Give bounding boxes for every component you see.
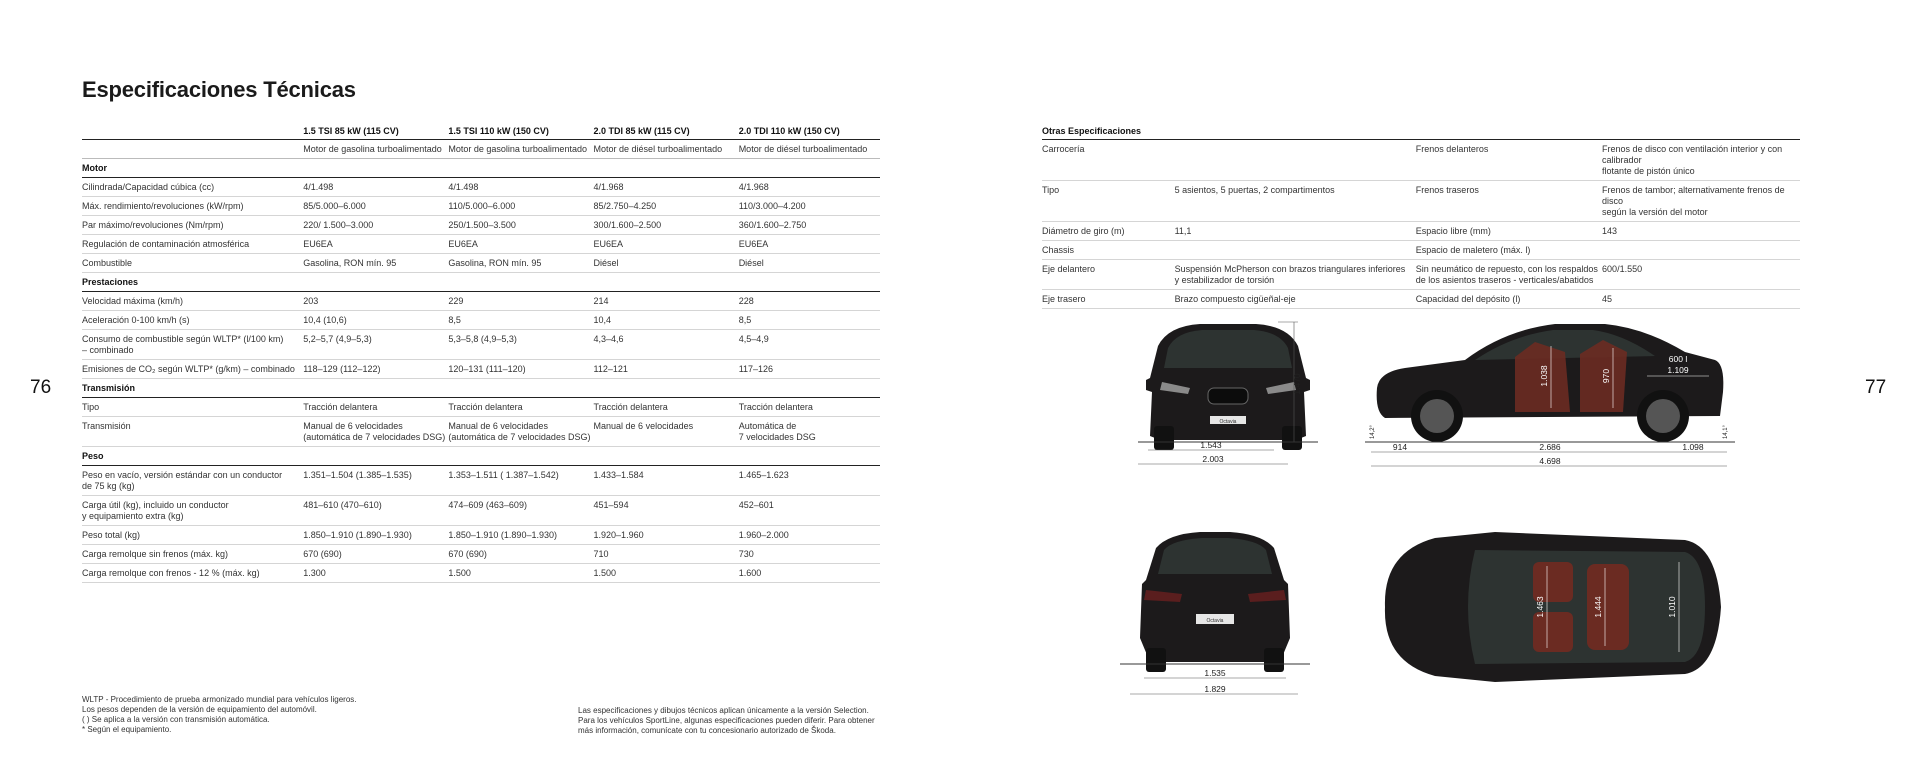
spec-label: Frenos delanteros: [1416, 140, 1602, 181]
car-side-illustration: [1377, 324, 1724, 442]
badge-front: Octavia: [1219, 419, 1237, 425]
row-value: 117–126: [739, 360, 880, 379]
spec-value: Frenos de tambor; alternativamente frenos de disco según la versión del motor: [1602, 181, 1800, 222]
row-value: 730: [739, 545, 880, 564]
row-value: 10,4 (10,6): [303, 311, 448, 330]
section-prestaciones: [82, 273, 880, 292]
row-label: Cilindrada/Capacidad cúbica (cc): [82, 178, 303, 197]
row-value: Gasolina, RON mín. 95: [448, 254, 593, 273]
spec-label: Capacidad del depósito (l): [1416, 290, 1602, 309]
spec-label: Sin neumático de repuesto, con los respaldos de los asientos traseros - verticales/abatidos: [1416, 260, 1602, 290]
page-number-right: 77: [1865, 377, 1887, 398]
spec-value: Suspensión McPherson con brazos triangulares inferiores y estabilizador de torsión: [1175, 260, 1416, 290]
row-value: Diésel: [594, 254, 739, 273]
footnote-wltp: WLTP - Procedimiento de prueba armonizado mundial para vehículos ligeros. Los pesos dependen de la versión de equipamiento del automóvil. ( ) Se aplica a la versión con transmisión automática. * Según el equipamiento.: [82, 695, 357, 734]
row-value: 1.465–1.623: [739, 466, 880, 496]
engine-type: Motor de gasolina turboalimentado: [448, 140, 593, 159]
table-row: [82, 178, 880, 197]
row-label: Transmisión: [82, 417, 303, 447]
row-value: 228: [739, 292, 880, 311]
row-value: Automática de 7 velocidades DSG: [739, 417, 880, 447]
table-row: [82, 466, 880, 496]
row-label: Emisiones de CO₂ según WLTP* (g/km) – combinado: [82, 360, 303, 379]
spec-label: Eje trasero: [1042, 290, 1175, 309]
row-value: EU6EA: [303, 235, 448, 254]
spec-value: [1175, 241, 1416, 260]
dim-top-front-width: 1.463: [1535, 596, 1545, 618]
section-heading: Prestaciones: [82, 273, 880, 292]
row-value: 85/2.750–4.250: [594, 197, 739, 216]
row-value: 5,3–5,8 (4,9–5,3): [448, 330, 593, 360]
table-row: [1042, 260, 1800, 290]
table-row: [82, 254, 880, 273]
spec-value: Brazo compuesto cigüeñal-eje: [1175, 290, 1416, 309]
spec-label: Espacio libre (mm): [1416, 222, 1602, 241]
engine-type: Motor de diésel turboalimentado: [739, 140, 880, 159]
table-row: [82, 360, 880, 379]
dim-top-rear-width: 1.444: [1593, 596, 1603, 618]
spec-value: 143: [1602, 222, 1800, 241]
spec-value: 11,1: [1175, 222, 1416, 241]
row-value: 4/1.498: [303, 178, 448, 197]
row-label: Aceleración 0-100 km/h (s): [82, 311, 303, 330]
row-value: EU6EA: [448, 235, 593, 254]
table-row: [82, 311, 880, 330]
row-value: 10,4: [594, 311, 739, 330]
table-row: [82, 564, 880, 583]
row-value: Diésel: [739, 254, 880, 273]
other-specs-title: Otras Especificaciones: [1042, 123, 1800, 140]
row-label: Regulación de contaminación atmosférica: [82, 235, 303, 254]
table-row: [82, 330, 880, 360]
row-value: Gasolina, RON mín. 95: [303, 254, 448, 273]
engine-name: 2.0 TDI 110 kW (150 CV): [739, 123, 880, 140]
section-heading: Motor: [82, 159, 880, 178]
row-value: EU6EA: [739, 235, 880, 254]
spec-value: 600/1.550: [1602, 260, 1800, 290]
spec-value: Frenos de disco con ventilación interior y con calibrador flotante de pistón único: [1602, 140, 1800, 181]
rear-view-diagram: [1120, 528, 1310, 703]
spec-value: [1175, 140, 1416, 181]
row-value: 112–121: [594, 360, 739, 379]
engine-name: 1.5 TSI 85 kW (115 CV): [303, 123, 448, 140]
dim-trunk-length: 1.109: [1667, 365, 1689, 375]
dim-wheelbase: 2.686: [1539, 442, 1561, 452]
dim-front-track: 1.543: [1200, 440, 1222, 450]
table-row: [82, 496, 880, 526]
row-value: 4/1.968: [594, 178, 739, 197]
spec-label: Diámetro de giro (m): [1042, 222, 1175, 241]
page-number-left: 76: [30, 377, 52, 398]
spec-label: Espacio de maletero (máx. l): [1416, 241, 1602, 260]
row-value: 670 (690): [448, 545, 593, 564]
row-value: 451–594: [594, 496, 739, 526]
spec-label: Carrocería: [1042, 140, 1175, 181]
row-value: 710: [594, 545, 739, 564]
table-row: [1042, 290, 1800, 309]
dim-top-trunk: 1.010: [1667, 596, 1677, 618]
engine-type: Motor de diésel turboalimentado: [594, 140, 739, 159]
row-value: 110/5.000–6.000: [448, 197, 593, 216]
dim-seat-rear: 970: [1601, 368, 1611, 384]
table-row: [82, 235, 880, 254]
row-value: 481–610 (470–610): [303, 496, 448, 526]
row-label: Carga útil (kg), incluido un conductor y equipamiento extra (kg): [82, 496, 303, 526]
table-row: [1042, 241, 1800, 260]
dim-rear-track: 1.535: [1204, 668, 1226, 678]
row-value: Manual de 6 velocidades (automática de 7 velocidades DSG): [303, 417, 448, 447]
dim-seat-front: 1.038: [1539, 365, 1549, 387]
row-value: 85/5.000–6.000: [303, 197, 448, 216]
row-value: 250/1.500–3.500: [448, 216, 593, 235]
row-value: 1.600: [739, 564, 880, 583]
dim-front-angle: 14,2°: [1370, 424, 1376, 440]
row-label: Tipo: [82, 398, 303, 417]
row-value: 1.960–2.000: [739, 526, 880, 545]
row-value: 4/1.498: [448, 178, 593, 197]
engine-type-row: [82, 140, 880, 159]
row-value: 1.300: [303, 564, 448, 583]
row-value: Tracción delantera: [594, 398, 739, 417]
footnote-selection: Las especificaciones y dibujos técnicos aplican únicamente a la versión Selection. Para los vehículos SportLine, algunas especificaciones pueden diferir. Para obtener más información, comunícate con tu concesionario autorizado de Škoda.: [578, 706, 875, 735]
row-label: Carga remolque sin frenos (máx. kg): [82, 545, 303, 564]
page-title: Especificaciones Técnicas: [82, 77, 356, 102]
row-value: 229: [448, 292, 593, 311]
row-value: 118–129 (112–122): [303, 360, 448, 379]
row-value: Tracción delantera: [448, 398, 593, 417]
table-row: [82, 545, 880, 564]
row-value: Manual de 6 velocidades: [594, 417, 739, 447]
section-peso: [82, 447, 880, 466]
section-heading: Transmisión: [82, 379, 880, 398]
car-front-illustration: [1146, 324, 1310, 450]
row-value: 220/ 1.500–3.000: [303, 216, 448, 235]
row-value: 120–131 (111–120): [448, 360, 593, 379]
row-label: Velocidad máxima (km/h): [82, 292, 303, 311]
row-value: 300/1.600–2.500: [594, 216, 739, 235]
specs-header-row: [82, 123, 880, 140]
right-page: [960, 0, 1920, 775]
spec-value: 45: [1602, 290, 1800, 309]
row-label: Combustible: [82, 254, 303, 273]
spec-label: Chassis: [1042, 241, 1175, 260]
row-value: 110/3.000–4.200: [739, 197, 880, 216]
spec-label: Frenos traseros: [1416, 181, 1602, 222]
header-blank: [82, 123, 303, 140]
row-value: Tracción delantera: [303, 398, 448, 417]
row-label: Peso en vacío, versión estándar con un conductor de 75 kg (kg): [82, 466, 303, 496]
dim-front-overhang: 914: [1392, 442, 1408, 452]
spec-value: [1602, 241, 1800, 260]
section-transmision: [82, 379, 880, 398]
table-row: [82, 417, 880, 447]
dim-rear-width: 1.829: [1204, 684, 1226, 694]
row-value: 452–601: [739, 496, 880, 526]
row-value: Tracción delantera: [739, 398, 880, 417]
other-specs-table: [1042, 123, 1800, 309]
row-value: 8,5: [739, 311, 880, 330]
row-value: 1.850–1.910 (1.890–1.930): [303, 526, 448, 545]
dim-rear-angle: 14,1°: [1723, 424, 1729, 440]
table-row: [1042, 181, 1800, 222]
section-motor: [82, 159, 880, 178]
dim-length: 4.698: [1539, 456, 1561, 466]
table-row: [82, 197, 880, 216]
row-value: 4,3–4,6: [594, 330, 739, 360]
row-label: Peso total (kg): [82, 526, 303, 545]
dim-rear-overhang: 1.098: [1682, 442, 1704, 452]
row-value: 203: [303, 292, 448, 311]
row-label: Máx. rendimiento/revoluciones (kW/rpm): [82, 197, 303, 216]
section-heading: Peso: [82, 447, 880, 466]
row-value: 1.433–1.584: [594, 466, 739, 496]
row-value: 4/1.968: [739, 178, 880, 197]
row-value: 1.500: [448, 564, 593, 583]
table-row: [1042, 140, 1800, 181]
car-rear-illustration: [1140, 532, 1290, 672]
side-view-diagram: [1365, 312, 1735, 477]
row-value: 360/1.600–2.750: [739, 216, 880, 235]
spec-label: Tipo: [1042, 181, 1175, 222]
row-label: Par máximo/revoluciones (Nm/rpm): [82, 216, 303, 235]
badge-rear: Octavia: [1206, 618, 1224, 624]
row-label: Consumo de combustible según WLTP* (l/100 km) – combinado: [82, 330, 303, 360]
dim-front-width: 2.003: [1202, 454, 1224, 464]
row-value: 474–609 (463–609): [448, 496, 593, 526]
table-row: [82, 398, 880, 417]
row-value: EU6EA: [594, 235, 739, 254]
row-value: Manual de 6 velocidades (automática de 7 velocidades DSG): [448, 417, 593, 447]
spec-label: Eje delantero: [1042, 260, 1175, 290]
table-row: [82, 292, 880, 311]
row-value: 8,5: [448, 311, 593, 330]
spec-value: 5 asientos, 5 puertas, 2 compartimentos: [1175, 181, 1416, 222]
row-label: Carga remolque con frenos - 12 % (máx. kg): [82, 564, 303, 583]
blank-cell: [82, 140, 303, 159]
dim-trunk-volume: 600 l: [1668, 354, 1688, 364]
row-value: 1.353–1.511 ( 1.387–1.542): [448, 466, 593, 496]
engine-name: 2.0 TDI 85 kW (115 CV): [594, 123, 739, 140]
table-row: [1042, 222, 1800, 241]
row-value: 1.351–1.504 (1.385–1.535): [303, 466, 448, 496]
table-row: [82, 526, 880, 545]
row-value: 670 (690): [303, 545, 448, 564]
front-view-diagram: [1128, 318, 1328, 473]
row-value: 1.500: [594, 564, 739, 583]
table-row: [82, 216, 880, 235]
engine-type: Motor de gasolina turboalimentado: [303, 140, 448, 159]
row-value: 5,2–5,7 (4,9–5,3): [303, 330, 448, 360]
row-value: 214: [594, 292, 739, 311]
row-value: 1.920–1.960: [594, 526, 739, 545]
top-view-diagram: [1365, 522, 1735, 692]
specs-table: [82, 123, 880, 583]
row-value: 1.850–1.910 (1.890–1.930): [448, 526, 593, 545]
row-value: 4,5–4,9: [739, 330, 880, 360]
dim-front-height: 1.470: [1292, 373, 1302, 395]
engine-name: 1.5 TSI 110 kW (150 CV): [448, 123, 593, 140]
other-specs-header: [1042, 123, 1800, 140]
